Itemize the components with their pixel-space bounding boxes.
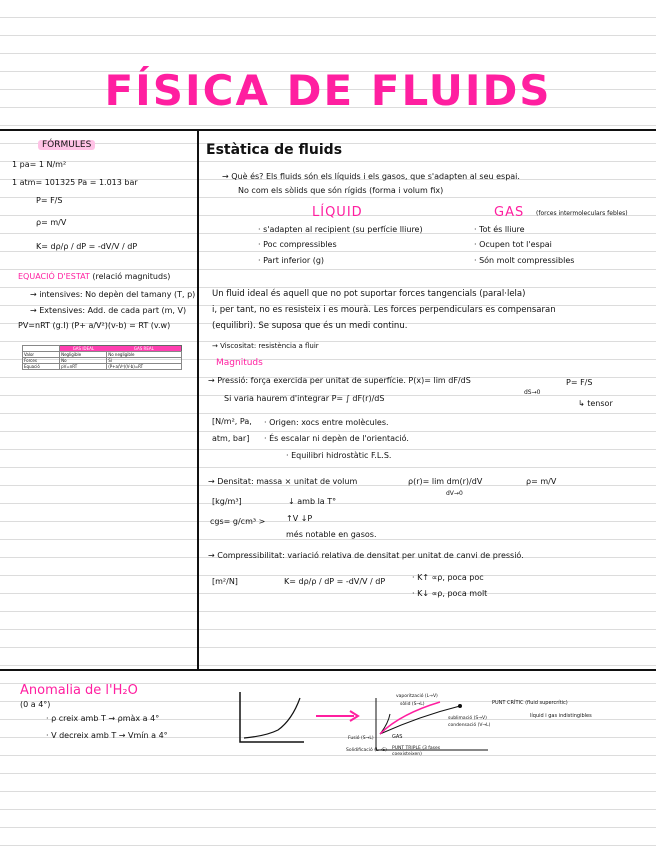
- pressio-integral: Si varia haurem d'integrar P= ∫ dF(r)/dS: [224, 394, 385, 403]
- escalar-text: · És escalar ni depèn de l'orientació.: [264, 434, 409, 443]
- estatica-heading: Estàtica de fluids: [206, 142, 343, 158]
- formula-pressure: P= F/S: [36, 196, 63, 205]
- liquid-prop-1: · s'adapten al recipient (su perfície lliure): [258, 225, 423, 234]
- equilibri-text: · Equilibri hidrostàtic F.L.S.: [286, 451, 392, 460]
- phase-label-punt-critic: PUNT CRÍTIC (fluid supercrític): [492, 700, 568, 706]
- table-cell: (P+a/V²)(V-b)=RT: [107, 364, 182, 370]
- formules-heading: FÓRMULES: [38, 140, 95, 150]
- formula-compress: K= dρ/ρ / dP = -dV/V / dP: [36, 242, 138, 251]
- units-kgm3: [kg/m³]: [212, 497, 242, 506]
- units-m2n: [m²/N]: [212, 577, 238, 586]
- anomalia-point-2: · V decreix amb T → Vmín a 4°: [46, 731, 168, 740]
- extensives-text: → Extensives: Add. de cada part (m, V): [30, 306, 187, 315]
- gas-prop-3: · Són molt compressibles: [474, 256, 575, 265]
- formula-density: ρ= m/V: [36, 218, 67, 227]
- gas-prop-1: · Tot és lliure: [474, 225, 525, 234]
- compress-def: variació relativa de densitat per unitat de canvi de pressió.: [287, 551, 524, 560]
- divider-top: [0, 129, 656, 131]
- densitat-text: → Densitat: massa × unitat de volum: [208, 477, 358, 486]
- intensives-text: → intensives: No depèn del tamany (T, p): [30, 290, 196, 299]
- phase-label-condensacio: condensació (V→L): [448, 723, 491, 728]
- table-cell: Negligible: [60, 352, 107, 358]
- phase-label-indistingibles: líquid i gas indistingibles: [530, 713, 592, 719]
- real-gas-law: (P+ a/V²)(v-b) = RT (v.w): [71, 321, 171, 330]
- phase-label-punt-triple: PUNT TRIPLE (3 fases coexisteixen): [392, 746, 441, 757]
- up-note: ↑V ↓P: [286, 514, 313, 523]
- formula-atm: 1 atm= 101325 Pa = 1.013 bar: [12, 178, 138, 187]
- liquid-prop-3: · Part inferior (g): [258, 256, 325, 265]
- liquid-heading: LÍQUID: [312, 205, 363, 220]
- densitat-def: ρ= m/V: [526, 477, 557, 486]
- compress-note-2: · K↓ ∝ρ, poca molt: [412, 589, 488, 598]
- gas-note: (forces intermoleculars febles): [536, 210, 628, 217]
- gas-heading: GAS: [494, 205, 525, 220]
- phase-label-solidificacio: Solidificació (L→S): [346, 748, 387, 753]
- density-curve-graph: [236, 690, 306, 746]
- origen-text: · Origen: xocs entre molècules.: [264, 418, 389, 427]
- table-header: GAS IDEAL: [60, 346, 107, 352]
- page-title: FÍSICA DE FLUIDS: [104, 66, 552, 115]
- liquid-prop-2: · Poc compressibles: [258, 240, 337, 249]
- compress-note-1: · K↑ ∝ρ, poca poc: [412, 573, 484, 582]
- pressio-text: → Pressió: força exercida per unitat de superfície. P(x)= lim dF/dS: [208, 376, 471, 385]
- table-header: GAS REAL: [107, 346, 182, 352]
- table-cell: Forces: [23, 358, 60, 364]
- equacio-estat-title: EQUACIÓ D'ESTAT: [18, 272, 90, 281]
- units-atm: atm, bar]: [212, 434, 250, 443]
- arrow-icon: [314, 710, 360, 722]
- phase-label-solid: sòlid (S→L): [400, 702, 425, 707]
- divider-bottom: [0, 669, 656, 671]
- densitat-formula: ρ(r)= lim dm(r)/dV: [408, 477, 483, 486]
- gas-comparison-table: [22, 345, 182, 370]
- pressio-limit: dS→0: [524, 389, 541, 396]
- viscositat-text: → Viscositat: resistència a fluir: [212, 342, 319, 350]
- que-es-text: → Què és? Els fluids són els líquids i els gasos, que s'adapten al seu espai.: [222, 172, 520, 181]
- phase-label-sublimacio: sublimació (S→V): [448, 716, 487, 721]
- anomalia-heading: Anomalia de l'H₂O: [20, 683, 138, 698]
- ideal-gas-tag: (g.I): [52, 321, 69, 330]
- table-cell: Equació: [23, 364, 60, 370]
- tensor-note: ↳ tensor: [578, 399, 613, 408]
- units-nm2: [N/m², Pa,: [212, 417, 252, 426]
- table-cell: Valor: [23, 352, 60, 358]
- gas-equation: [18, 321, 170, 331]
- table-cell: Sí: [107, 358, 182, 364]
- table-cell: No: [60, 358, 107, 364]
- compress-heading: [208, 551, 524, 561]
- table-cell: pV=nRT: [60, 364, 107, 370]
- gas-prop-2: · Ocupen tot l'espai: [474, 240, 552, 249]
- phase-label-gas: GAS: [392, 734, 403, 740]
- phase-label-vaporitzacio: vaporització (L→V): [396, 694, 438, 699]
- divider-vertical: [197, 129, 199, 670]
- t-amb-note: ↓ amb la T°: [288, 497, 337, 506]
- fluid-ideal-text-3: (equilibri). Se suposa que és un medi continu.: [212, 321, 408, 331]
- formula-pa: 1 pa= 1 N/m²: [12, 160, 67, 169]
- fluid-ideal-text-2: i, per tant, no es resisteix i es mourà. Les forces perpendiculars es compensaran: [212, 305, 556, 315]
- cgs-units: cgs= g/cm³ >: [210, 517, 266, 526]
- densitat-limit: dV→0: [446, 490, 463, 497]
- ideal-gas-law: PV=nRT: [18, 321, 50, 330]
- table-cell: No negligible: [107, 352, 182, 358]
- magnituds-heading: Magnituds: [216, 358, 263, 368]
- que-es-text-2: No com els sòlids que són rígids (forma i volum fix): [238, 186, 444, 195]
- anomalia-range: (0 a 4°): [20, 700, 51, 709]
- mes-note: més notable en gasos.: [286, 530, 377, 539]
- pressio-formula: P= F/S: [566, 378, 593, 387]
- fluid-ideal-text-1: Un fluid ideal és aquell que no pot suportar forces tangencials (paral·lela): [212, 289, 526, 299]
- equacio-estat-heading: [18, 272, 170, 282]
- table-row: [23, 364, 182, 370]
- phase-label-fusio: Fusió (S→L): [348, 736, 374, 741]
- anomalia-point-1: · ρ creix amb T → ρmàx a 4°: [46, 714, 160, 723]
- compress-title: → Compressibilitat:: [208, 551, 285, 560]
- compress-formula: K= dρ/ρ / dP = -dV/V / dP: [284, 577, 386, 586]
- equacio-estat-note: (relació magnituds): [92, 272, 171, 281]
